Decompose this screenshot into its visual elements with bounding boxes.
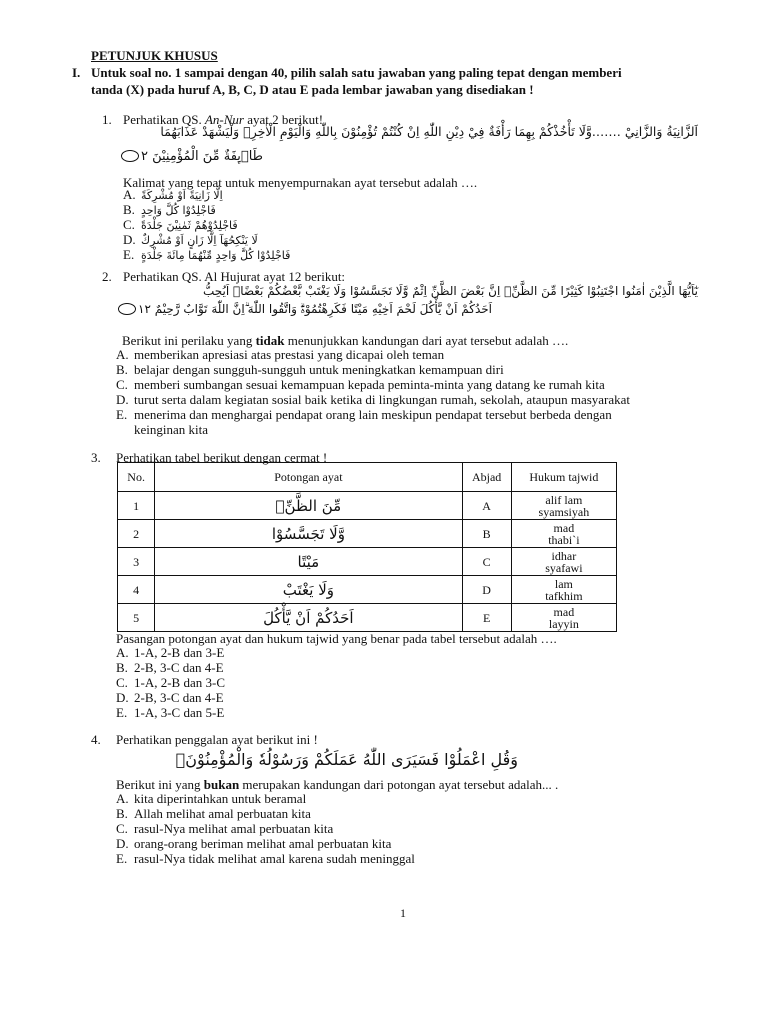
table-row [118,576,617,604]
q4-question-bold: bukan [203,777,240,792]
q3-question: Pasangan potongan ayat dan hukum tajwid yang benar pada tabel tersebut adalah …. [116,631,557,646]
q2-option-b: B. belajar dengan sungguh-sungguh untuk meningkatkan kemampuan diri [116,362,504,377]
table-cell-abjad: C [462,548,511,576]
q1-intro-post: ayat 2 berikut! [243,112,324,127]
q2-options [116,347,630,437]
q1-options [123,188,290,263]
q4-question-post: merupakan kandungan dari potongan ayat tersebut adalah... . [239,777,559,792]
table-header-hukum: Hukum tajwid [511,463,616,492]
answer-circle-icon [121,150,139,162]
q1-option-e: E. فَاجْلِدُوْا كُلَّ وَاحِدٍ مِّنْهُمَا مِائَةَ جَلْدَةٍ [123,247,291,262]
table-cell-abjad: D [462,576,511,604]
table-cell-abjad: E [462,604,511,632]
q2-option-e-cont: keinginan kita [134,422,209,437]
q3-option-b: B. 2-B, 3-C dan 4-E [116,660,224,675]
table-cell-ayat: مَيْتًا [155,548,462,576]
table-cell-hukum: mad layyin [511,604,616,632]
q3-option-e: E. 1-A, 3-C dan 5-E [116,705,225,720]
q1-intro-surah: An-Nur [204,112,244,127]
q1-arabic-line-1: اَلزَّانِيَةُ وَالزَّانِيْ …….وَّلَا تَأْخُذْكُمْ بِهِمَا رَأْفَةٌ فِيْ دِيْنِ اللّٰهِ اِنْ كُنْتُمْ تُؤْمِنُوْنَ بِاللّٰهِ وَالْيَوْمِ الْاٰخِرِۚ وَلْيَشْهَدْ عَذَابَهُمَا [160,124,698,139]
table-cell-abjad: A [462,492,511,520]
tajwid-table [117,462,617,632]
q1-intro-pre: Perhatikan QS. [123,112,205,127]
q3-option-c: C. 1-A, 2-B dan 3-C [116,675,225,690]
table-cell-no: 4 [118,576,155,604]
q2-intro: Perhatikan QS. Al Hujurat ayat 12 berikut: [123,269,346,284]
page-number: 1 [400,906,406,920]
q3-option-a: A. 1-A, 2-B dan 3-E [116,645,225,660]
q2-arabic-line-2: اَحَدُكُمْ اَنْ يَّأْكُلَ لَحْمَ اَخِيْهِ مَيْتًا فَكَرِهْتُمُوْهُۗ وَاتَّقُوا اللّٰهَ ۗاِنَّ اللّٰهَ تَوَّابٌ رَّحِيْمٌ ١٢ [138,301,492,316]
table-cell-hukum: lam tafkhim [511,576,616,604]
q1-number: 1. [102,112,112,127]
q4-question [116,777,558,792]
table-cell-ayat: مِّنَ الظَّنِّۖ [155,492,462,520]
q4-number: 4. [91,732,101,747]
instruction-line-1: Untuk soal no. 1 sampai dengan 40, pilih salah satu jawaban yang paling tepat dengan memberi [91,65,622,80]
q4-option-d: D. orang-orang beriman melihat amal perbuatan kita [116,836,392,851]
q1-option-d: D. لَا يَنْكِحُهَآ اِلَّا زَانٍ اَوْ مُشْرِكٌ [123,232,258,247]
q2-arabic-line-2-wrap [118,300,492,318]
table-row [118,548,617,576]
table-row [118,520,617,548]
table-cell-ayat: وَّلَا تَجَسَّسُوْا [155,520,462,548]
q2-arabic-line-1: يٰٓاَيُّهَا الَّذِيْنَ اٰمَنُوا اجْتَنِبُوْا كَثِيْرًا مِّنَ الظَّنِّۖ اِنَّ بَعْضَ الظَّنِّ اِثْمٌ وَّلَا تَجَسَّسُوْا وَلَا يَغْتَبْ بَّعْضُكُمْ بَعْضًاۗ اَيُحِبُّ [202,284,698,298]
table-cell-no: 2 [118,520,155,548]
table-header-abjad: Abjad [462,463,511,492]
q2-option-e: E. menerima dan menghargai pendapat orang lain meskipun pendapat tersebut berbeda dengan [116,407,612,422]
q3-options [116,645,225,720]
table-cell-hukum: alif lam syamsiyah [511,492,616,520]
table-cell-ayat: اَحَدُكُمْ اَنْ يَّأْكُلَ [155,604,462,632]
q2-question-post: menunjukkan kandungan dari ayat tersebut adalah …. [284,333,569,348]
section-number: I. [72,65,81,80]
q4-option-b: B. Allah melihat amal perbuatan kita [116,806,311,821]
q1-option-c: C. فَاجْلِدُوْهُمْ ثَمٰنِيْنَ جَلْدَةً [123,217,238,232]
q4-options [116,791,415,866]
table-cell-no: 5 [118,604,155,632]
table-row [118,492,617,520]
q1-option-a: A. اِلَّا زَانِيَةً اَوْ مُشْرِكَةً [123,187,223,202]
q2-number: 2. [102,269,112,284]
table-cell-hukum: mad thabi`i [511,520,616,548]
table-cell-no: 1 [118,492,155,520]
q4-option-c: C. rasul-Nya melihat amal perbuatan kita [116,821,334,836]
q1-question: Kalimat yang tepat untuk menyempurnakan ayat tersebut adalah …. [123,175,478,190]
q1-option-b: B. فَاجْلِدُوْا كُلَّ وَاحِدٍ [123,202,216,217]
table-cell-no: 3 [118,548,155,576]
table-cell-ayat: وَلَا يَغْتَبْ [155,576,462,604]
q1-arabic-line-2-wrap [121,147,263,165]
table-header-ayat: Potongan ayat [155,463,462,492]
q3-number: 3. [91,450,101,465]
table-row [118,604,617,632]
q1-arabic-line-2: طَاۤىِٕفَةٌ مِّنَ الْمُؤْمِنِيْنَ ٢ [141,148,264,164]
table-cell-abjad: B [462,520,511,548]
q4-option-e: E. rasul-Nya tidak melihat amal karena sudah meninggal [116,851,415,866]
q4-intro: Perhatikan penggalan ayat berikut ini ! [116,732,318,747]
q2-question-bold: tidak [255,333,285,348]
q2-option-d: D. turut serta dalam kegiatan sosial baik ketika di lingkungan rumah, sekolah, ataupun masyarakat [116,392,631,407]
q2-question [122,333,568,348]
q2-option-c: C. memberi sumbangan sesuai kemampuan kepada peminta-minta yang datang ke rumah kita [116,377,605,392]
q4-arabic: وَقُلِ اعْمَلُوْا فَسَيَرَى اللّٰهُ عَمَلَكُمْ وَرَسُوْلُهٗ وَالْمُؤْمِنُوْنَۗ [175,750,518,769]
answer-circle-icon [118,303,136,315]
instruction-line-2: tanda (X) pada huruf A, B, C, D atau E pada lembar jawaban yang disediakan ! [91,82,534,97]
q4-question-pre: Berikut ini yang [116,777,204,792]
table-header-no: No. [118,463,155,492]
table-cell-hukum: idhar syafawi [511,548,616,576]
q2-question-pre: Berikut ini perilaku yang [122,333,256,348]
q4-option-a: A. kita diperintahkan untuk beramal [116,791,307,806]
table-header-row [118,463,617,492]
q2-option-a: A. memberikan apresiasi atas prestasi yang dicapai oleh teman [116,347,445,362]
q3-option-d: D. 2-B, 3-C dan 4-E [116,690,224,705]
q3-intro: Perhatikan tabel berikut dengan cermat ! [116,450,328,465]
section-title: PETUNJUK KHUSUS [91,48,218,63]
